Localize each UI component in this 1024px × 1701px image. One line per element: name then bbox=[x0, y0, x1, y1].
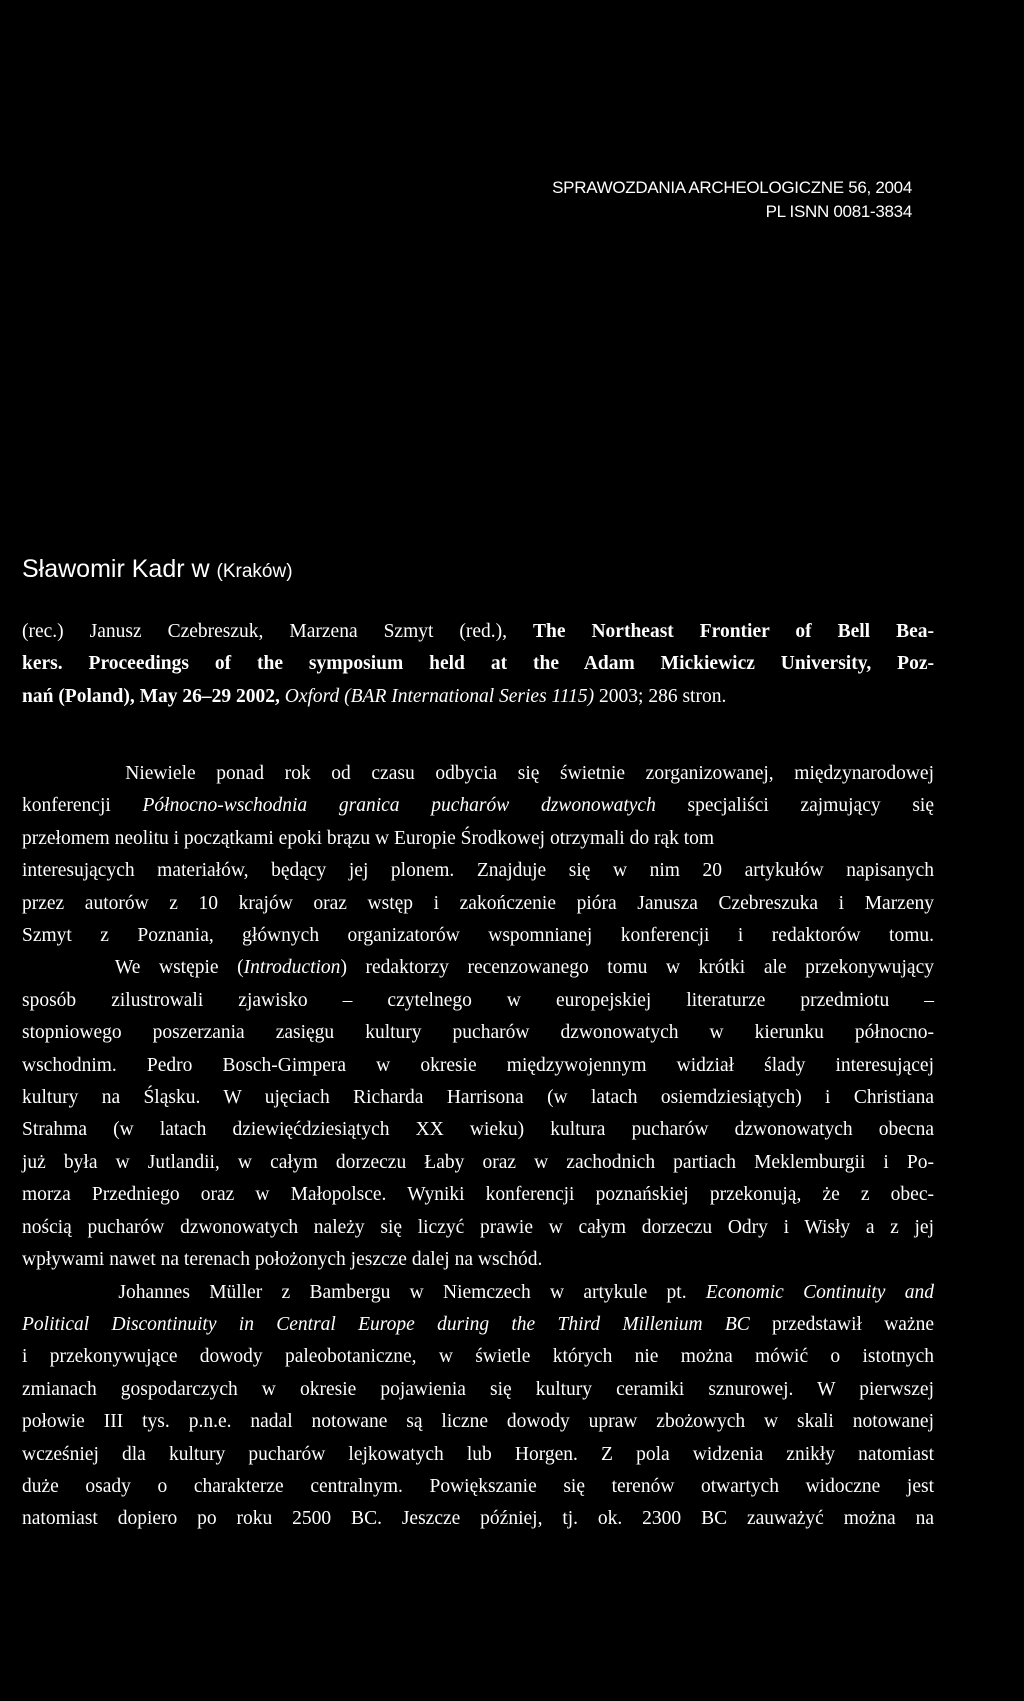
review-citation bbox=[22, 616, 934, 713]
author-line bbox=[22, 554, 293, 587]
text-segment: wcześniej dla kultury pucharów lejkowatych lub Horgen. Z pola widzenia znikły natomiast bbox=[22, 1443, 934, 1465]
review-body bbox=[22, 758, 934, 1536]
text-segment: już była w Jutlandii, w całym dorzeczu Łaby oraz w zachodnich partiach Meklemburgii i Po- bbox=[22, 1151, 934, 1173]
text-line bbox=[22, 855, 934, 887]
journal-issn: PL ISNN 0081-3834 bbox=[765, 202, 912, 221]
author-name: Sławomir Kadr w bbox=[22, 555, 210, 583]
text-line bbox=[22, 1471, 934, 1503]
text-line bbox=[22, 1439, 934, 1471]
text-segment: sposób zilustrowali zjawisko – czytelnego w europejskiej literaturze przedmiotu – bbox=[22, 989, 934, 1011]
text-segment: nością pucharów dzwonowatych należy się liczyć prawie w całym dorzeczu Odry i Wisły a z jej bbox=[22, 1216, 934, 1238]
italic-text: Oxford (BAR International Series 1115) bbox=[284, 685, 595, 707]
text-segment: wpływami nawet na terenach położonych jeszcze dalej na wschód. bbox=[22, 1249, 543, 1271]
text-line bbox=[22, 823, 934, 855]
text-segment: Szmyt z Poznania, głównych organizatorów wspomnianej konferencji i redaktorów tomu. bbox=[22, 925, 934, 947]
text-line bbox=[22, 952, 934, 984]
text-segment: Johannes Müller z Bambergu w Niemczech w artykule pt. bbox=[22, 1281, 706, 1303]
text-line bbox=[22, 888, 934, 920]
text-line bbox=[22, 1050, 934, 1082]
text-segment: przełomem neolitu i początkami epoki brązu w Europie Środkowej otrzymali do rąk tom bbox=[22, 827, 715, 849]
text-line bbox=[22, 648, 934, 680]
text-line bbox=[22, 1082, 934, 1114]
bold-text: nań (Poland), May 26–29 2002, bbox=[22, 685, 285, 707]
text-line bbox=[22, 1244, 934, 1276]
text-segment: kultury na Śląsku. W ujęciach Richarda Harrisona (w latach osiemdziesiątych) i Christiana bbox=[22, 1087, 934, 1109]
text-line bbox=[22, 985, 934, 1017]
bold-text: kers. Proceedings of the symposium held at the Adam Mickiewicz University, Poz- bbox=[22, 653, 934, 675]
text-line bbox=[22, 920, 934, 952]
text-line bbox=[22, 758, 934, 790]
text-segment: 2003; 286 stron. bbox=[594, 685, 727, 707]
text-line bbox=[22, 616, 934, 648]
text-line bbox=[22, 1147, 934, 1179]
text-segment: interesujących materiałów, będący jej plonem. Znajduje się w nim 20 artykułów napisanych bbox=[22, 860, 934, 882]
text-line bbox=[22, 1406, 934, 1438]
text-segment: konferencji bbox=[22, 795, 143, 817]
text-segment: zmianach gospodarczych w okresie pojawienia się kultury ceramiki sznurowej. W pierwszej bbox=[22, 1378, 934, 1400]
text-line bbox=[22, 1503, 934, 1535]
text-segment: morza Przedniego oraz w Małopolsce. Wyniki konferencji poznańskiej przekonują, że z obec- bbox=[22, 1184, 934, 1206]
text-segment: natomiast dopiero po roku 2500 BC. Jeszcze później, tj. ok. 2300 BC zauważyć można na bbox=[22, 1508, 934, 1530]
text-line bbox=[22, 1309, 934, 1341]
text-segment: stopniowego poszerzania zasięgu kultury pucharów dzwonowatych w kierunku północno- bbox=[22, 1022, 934, 1044]
journal-title: SPRAWOZDANIA ARCHEOLOGICZNE 56, 2004 bbox=[552, 178, 912, 197]
text-line bbox=[22, 1212, 934, 1244]
author-affiliation: (Kraków) bbox=[216, 561, 293, 582]
text-segment: We wstępie ( bbox=[22, 957, 244, 979]
text-segment: duże osady o charakterze centralnym. Powiększanie się terenów otwartych widoczne jest bbox=[22, 1475, 934, 1497]
bold-text: The Northeast Frontier of Bell Bea- bbox=[532, 621, 934, 642]
text-line bbox=[22, 1179, 934, 1211]
text-line bbox=[22, 790, 934, 822]
text-line bbox=[22, 681, 934, 713]
text-segment: przedstawił ważne bbox=[749, 1313, 934, 1335]
text-segment: i przekonywujące dowody paleobotaniczne, w świetle których nie można mówić o istotnych bbox=[22, 1346, 934, 1368]
italic-text: Economic Continuity and bbox=[705, 1281, 934, 1303]
journal-header bbox=[552, 176, 912, 224]
text-segment: ) redaktorzy recenzowanego tomu w krótki ale przekonywujący bbox=[340, 957, 934, 979]
italic-text: Introduction bbox=[243, 957, 341, 979]
text-line bbox=[22, 1374, 934, 1406]
text-line bbox=[22, 1341, 934, 1373]
text-segment: Strahma (w latach dziewięćdziesiątych XX wieku) kultura pucharów dzwonowatych obecna bbox=[22, 1119, 934, 1141]
text-segment: wschodnim. Pedro Bosch-Gimpera w okresie międzywojennym widział ślady interesującej bbox=[22, 1054, 934, 1076]
text-segment: połowie III tys. p.n.e. nadal notowane są liczne dowody upraw zbożowych w skali notowanej bbox=[22, 1411, 934, 1433]
text-line bbox=[22, 1114, 934, 1146]
text-segment: (rec.) Janusz Czebreszuk, Marzena Szmyt (red.), bbox=[22, 621, 533, 642]
text-segment: przez autorów z 10 krajów oraz wstęp i zakończenie pióra Janusza Czebreszuka i Marzeny bbox=[22, 892, 934, 914]
text-segment: specjaliści zajmujący się bbox=[655, 795, 934, 817]
text-segment: Niewiele ponad rok od czasu odbycia się świetnie zorganizowanej, międzynarodowej bbox=[22, 763, 934, 784]
text-line bbox=[22, 1277, 934, 1309]
italic-text: Political Discontinuity in Central Europe during the Third Millenium BC bbox=[22, 1313, 750, 1335]
italic-text: Północno-wschodnia granica pucharów dzwonowatych bbox=[142, 795, 656, 817]
text-line bbox=[22, 1017, 934, 1049]
